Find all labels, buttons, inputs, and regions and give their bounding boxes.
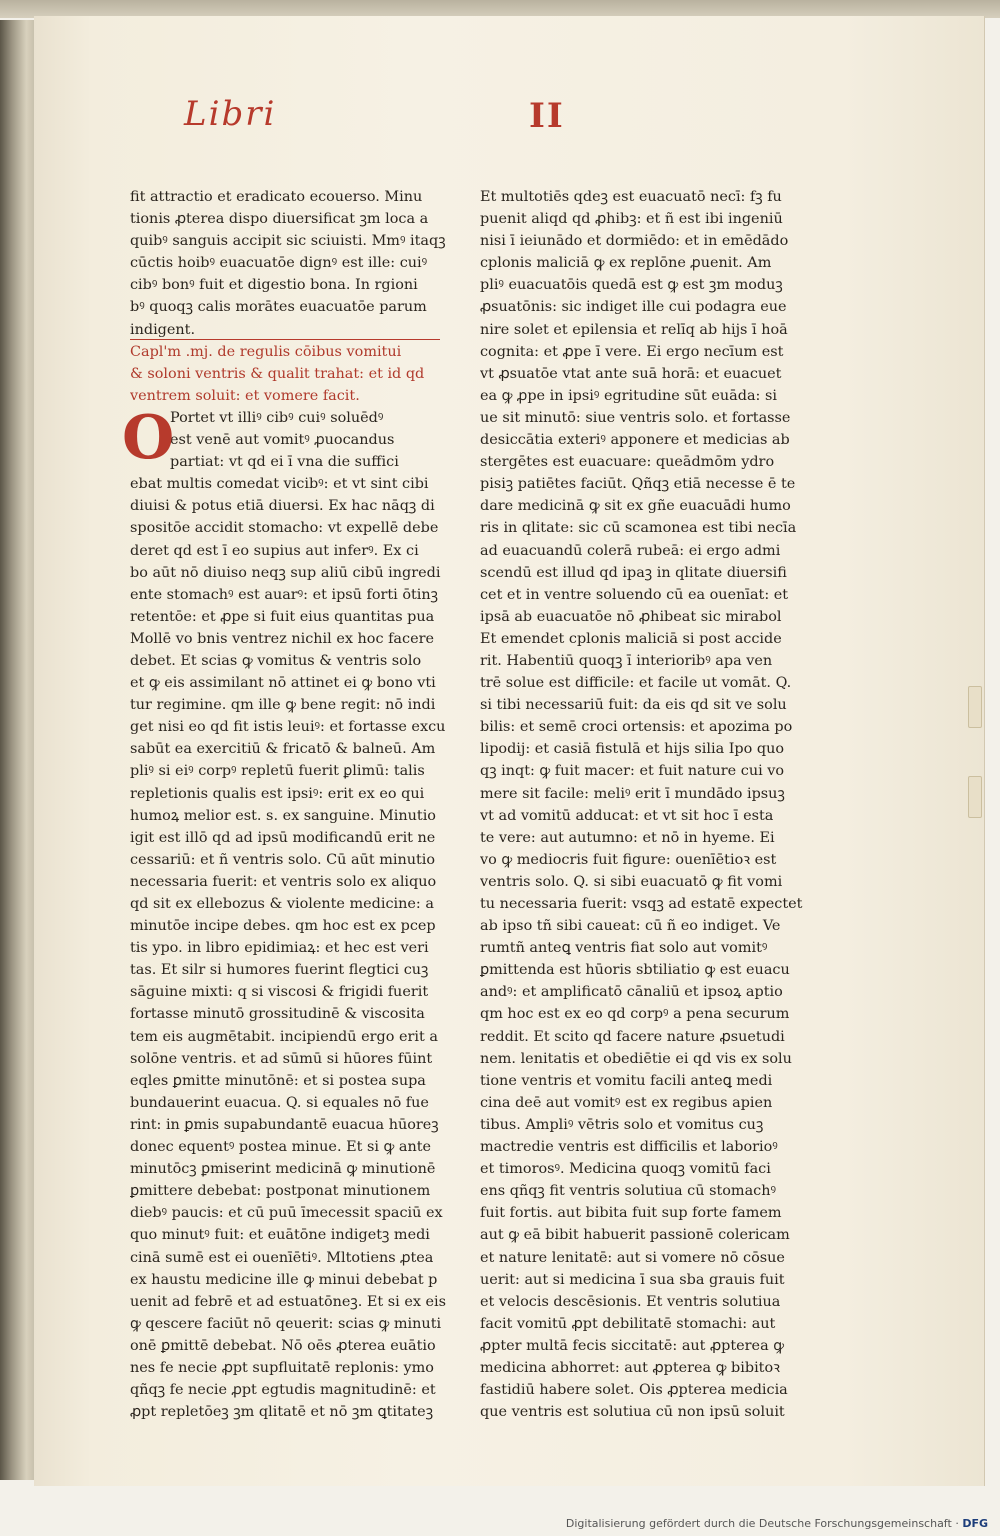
manuscript-page — [34, 16, 985, 1486]
text-line: scendū est illud qd ipaꝫ in qlitate diuersifi — [480, 564, 787, 581]
text-line: tione ventris et vomitu facili anteꝗ medi — [480, 1072, 773, 1089]
text-line: facit vomitū ꝓpt debilitatē stomachi: aut — [480, 1315, 776, 1332]
text-line: ꝑmittenda est hūoris sbtiliatio ꝙ est euacu — [480, 962, 790, 979]
text-line: cet et in ventre soluendo cū ea ouenīat: et — [480, 586, 789, 603]
text-line: necessaria fuerit: et ventris solo ex aliquo — [130, 873, 437, 890]
text-line: rumtñ anteꝗ ventris fiat solo aut vomitꝰ — [480, 940, 768, 957]
text-line: ventris solo. Q. si sibi euacuatō ꝙ fit vomi — [480, 873, 783, 890]
text-line: ea ꝙ ꝓpe in ipsiꝰ egritudine sūt euāda: si — [480, 387, 777, 404]
text-line: tu necessaria fuerit: vsqꝫ ad estatē expectet — [480, 896, 803, 912]
text-line: et ꝙ eis assimilant nō attinet ei ꝙ bono vti — [130, 675, 436, 692]
text-line: ad euacuandū colerā rubeā: ei ergo admi — [480, 542, 781, 559]
text-line: puenit aliqd qd ꝓhibꝫ: et ñ est ibi ingeniū — [480, 211, 783, 228]
text-line: rit. Habentiū quoqꝫ ī interioribꝰ apa ven — [480, 652, 773, 669]
text-line: cessariū: et ñ ventris solo. Cū aūt minutio — [130, 851, 436, 868]
text-line: Mollē vo bnis ventrez nichil ex hoc facere — [130, 630, 434, 647]
credit-text: Digitalisierung gefördert durch die Deutsche Forschungsgemeinschaft — [565, 1517, 952, 1530]
text-line: uerit: aut si medicina ī sua sba grauis fuit — [480, 1271, 785, 1288]
text-line: donec equentꝰ postea minue. Et si ꝙ ante — [130, 1139, 432, 1156]
folio-numeral: II — [529, 96, 565, 136]
text-line: igit est illō qd ad ipsū modificandū erit ne — [130, 829, 436, 846]
text-line: vt ad vomitū adducat: et vt sit hoc ī esta — [480, 807, 774, 824]
text-line: que ventris est solutiua cū non ipsū soluit — [480, 1404, 785, 1421]
text-line: nes fe necie ꝓpt supfluitatē replonis: ymo — [130, 1359, 434, 1376]
text-line: desiccātia exteriꝰ apponere et medicias ab — [480, 432, 790, 449]
text-line: bꝰ quoqꝫ calis morātes euacuatōe parum — [130, 299, 427, 316]
text-line: pisiꝫ patiētes faciūt. Qñqꝫ etiā necesse ē te — [480, 476, 796, 493]
text-line: partiat: vt qd ei ī vna die suffici — [170, 454, 399, 471]
text-line: diebꝰ paucis: et cū puū īmecessit spaciū ex — [130, 1205, 443, 1222]
text-line: nem. lenitatis et obediētie ei qd vis ex solu — [480, 1050, 792, 1067]
text-line: trē solue est difficile: et facile ut vomāt. Q. — [480, 675, 792, 692]
text-line: ab ipso tñ sibi caueat: cū ñ eo indiget. Ve — [480, 918, 781, 935]
text-line: eqles ꝑmitte minutōnē: et si postea supa — [130, 1072, 426, 1089]
digitization-credit: Digitalisierung gefördert durch die Deutsche Forschungsgemeinschaft · DFG — [565, 1517, 988, 1530]
text-line: reddit. Et scito qd facere nature ꝓsuetudi — [480, 1028, 785, 1045]
text-line: aut ꝙ eā bibit habuerit passionē colericam — [480, 1227, 790, 1244]
dfg-logo: DFG — [962, 1517, 988, 1530]
text-line: fit attractio et eradicato ecouerso. Minu — [130, 189, 423, 205]
text-line: te vere: aut autumno: et nō in hyeme. Ei — [480, 829, 775, 846]
text-line: et nature lenitatē: aut si vomere nō cōsue — [480, 1249, 785, 1266]
decorated-initial: O — [122, 403, 175, 473]
text-line: mactredie ventris est difficilis et laborioꝰ — [480, 1139, 778, 1156]
text-line: bundauerint euacua. Q. si equales nō fue — [130, 1094, 429, 1111]
text-line: tem eis augmētabit. incipiendū ergo erit a — [130, 1028, 438, 1045]
text-line: uenit ad febrē et ad estuatōneꝫ. Et si ex eis — [130, 1293, 447, 1310]
text-line: est venē aut vomitꝰ ꝓuocandus — [170, 432, 395, 449]
text-line: et timorosꝰ. Medicina quoqꝫ vomitū faci — [480, 1161, 771, 1178]
page-tab-marker — [968, 776, 982, 818]
text-line: ens qñqꝫ fit ventris solutiua cū stomachꝰ — [480, 1183, 776, 1200]
text-line: ipsā ab euacuatōe nō ꝓhibeat sic mirabol — [480, 608, 782, 625]
text-line: diuisi & potus etiā diuersi. Ex hac nāqꝫ di — [130, 498, 435, 515]
text-line: bilis: et semē croci ortensis: et apozima po — [480, 719, 793, 736]
text-line: minutōcꝫ ꝑmiserint medicinā ꝙ minutionē — [130, 1161, 436, 1178]
text-line: quibꝰ sanguis accipit sic sciuisti. Mmꝰ itaqꝫ — [130, 233, 446, 250]
text-line: vt ꝓsuatōe vtat ante suā horā: et euacuet — [480, 365, 782, 382]
text-line: qm hoc est ex eo qd corpꝰ a pena securum — [480, 1006, 790, 1023]
text-line: repletionis qualis est ipsiꝰ: erit ex eo qui — [130, 785, 425, 802]
text-line: cina deē aut vomitꝰ est ex regibus apien — [480, 1094, 773, 1111]
text-line: cibꝰ bonꝰ fuit et digestio bona. In rgioni — [130, 277, 418, 294]
right-text-column — [480, 186, 808, 1423]
text-line: & soloni ventris & qualit trahat: et id qd — [130, 365, 425, 382]
text-line: qꝫ inqt: ꝙ fuit macer: et fuit nature cui vo — [480, 763, 785, 780]
text-line: tas. Et silr si humores fuerint flegtici cuꝫ — [130, 962, 429, 979]
text-line: deret qd est ī eo supius aut inferꝰ. Ex ci — [130, 542, 419, 559]
text-line: ꝑmittere debebat: postponat minutionem — [130, 1183, 431, 1200]
text-line: lipodij: et casiā fistulā et hijs silia Ipo quo — [480, 741, 785, 758]
text-line: get nisi eo qd fit istis leuiꝰ: et fortasse excu — [130, 719, 446, 736]
text-line: fuit fortis. aut bibita fuit sup forte famem — [480, 1205, 782, 1222]
text-line: fortasse minutō grossitudinē & viscosita — [130, 1006, 425, 1023]
text-line: Et multotiēs qdeꝫ est euacuatō necī: fꝫ fu — [480, 189, 782, 205]
text-line: indigent. — [130, 321, 196, 338]
text-line: ebat multis comedat vicibꝰ: et vt sint cibi — [130, 476, 429, 493]
text-line: ꝙ qescere faciūt nō qeuerit: scias ꝙ minuti — [130, 1315, 442, 1332]
text-line: nire solet et epilensia et relīq ab hijs ī hoā — [480, 321, 788, 338]
text-line: si tibi necessariū fuit: da eis qd sit ve solu — [480, 697, 787, 714]
text-line: stergētes est euacuare: queādmōm ydro — [480, 454, 775, 471]
text-line: tionis ꝓterea dispo diuersificat ꝫm loca a — [130, 211, 429, 228]
text-line: tibus. Ampliꝰ vētris solo et vomitus cuꝫ — [480, 1116, 764, 1133]
text-line: cinā sumē est ei ouenīētiꝰ. Mltotiens ꝓtea — [130, 1249, 434, 1266]
text-line: qd sit ex ellebozus & violente medicine: a — [130, 896, 434, 912]
text-line: cognita: et ꝓpe ī vere. Ei ergo necīum est — [480, 343, 784, 360]
text-line: Capl'm .mj. de regulis cōibus vomitui — [130, 343, 402, 360]
text-line: sāguine mixti: q si viscosi & frigidi fuerit — [130, 984, 429, 1001]
text-line: sabūt ea exercitiū & fricatō & balneū. Am — [130, 741, 436, 758]
text-line: ꝓsuatōnis: sic indiget ille cui podagra eue — [480, 299, 787, 316]
text-line: Et emendet cplonis maliciā si post accide — [480, 630, 782, 647]
text-line: humoꝝ melior est. s. ex sanguine. Minutio — [130, 807, 436, 824]
text-line: medicina abhorret: aut ꝓpterea ꝙ bibitoꝛ — [480, 1359, 780, 1376]
text-line: onē ꝑmittē debebat. Nō oēs ꝓterea euātio — [130, 1337, 436, 1354]
running-head: Libri — [184, 94, 277, 134]
text-line: ꝓpt repletōeꝫ ꝫm qlitatē et nō ꝫm ꝗtitateꝫ — [130, 1404, 434, 1421]
text-line: vo ꝙ mediocris fuit figure: ouenīētioꝛ est — [480, 851, 777, 868]
text-line: rint: in ꝑmis supabundantē euacua hūoreꝫ — [130, 1116, 439, 1133]
text-line: spositōe accidit stomacho: vt expellē debe — [130, 520, 439, 537]
text-line: mere sit facile: meliꝰ erit ī mundādo ipsuꝫ — [480, 785, 785, 802]
text-line: tur regimine. qm ille ꝙ bene regit: nō indi — [130, 697, 436, 714]
text-line: ꝓpter multā fecis siccitatē: aut ꝓpterea ꝙ — [480, 1337, 785, 1354]
text-line: quo minutꝰ fuit: et euātōne indigetꝫ medi — [130, 1227, 430, 1244]
text-line: qñqꝫ fe necie ꝓpt egtudis magnitudinē: et — [130, 1382, 436, 1399]
text-line: et velocis descēsionis. Et ventris solutiua — [480, 1293, 781, 1310]
text-line: fastidiū habere solet. Ois ꝓpterea medicia — [480, 1382, 788, 1399]
text-line: retentōe: et ꝓpe si fuit eius quantitas pua — [130, 608, 435, 625]
text-line: andꝰ: et amplificatō cānaliū et ipsoꝝ aptio — [480, 984, 783, 1001]
text-line: pliꝰ si eiꝰ corpꝰ repletū fuerit ꝑlimū: talis — [130, 763, 425, 780]
text-line: cūctis hoibꝰ euacuatōe dignꝰ est ille: cuiꝰ — [130, 255, 428, 272]
text-line: ente stomachꝰ est auarꝰ: et ipsū forti ōtinꝫ — [130, 586, 439, 603]
text-line: minutōe incipe debes. qm hoc est ex pcep — [130, 918, 436, 935]
text-line: ue sit minutō: siue ventris solo. et fortasse — [480, 409, 791, 426]
text-line: cplonis maliciā ꝙ ex replōne ꝓuenit. Am — [480, 255, 772, 272]
text-line: nisi ī ieiunādo et dormiēdo: et in emēdādo — [480, 233, 789, 250]
text-line: ventrem soluit: et vomere facit. — [130, 387, 360, 404]
text-line: bo aūt nō diuiso neqꝫ sup aliū cibū ingredi — [130, 564, 441, 581]
text-line: dare medicinā ꝙ sit ex gñe euacuādi humo — [480, 498, 791, 515]
text-line: solōne ventris. et ad sūmū si hūores fūint — [130, 1050, 433, 1067]
text-line: debet. Et scias ꝙ vomitus & ventris solo — [130, 652, 422, 669]
text-line: ris in qlitate: sic cū scamonea est tibi necīa — [480, 520, 797, 537]
left-text-column — [122, 186, 452, 1423]
text-line: pliꝰ euacuatōis quedā est ꝙ est ꝫm moduꝫ — [480, 277, 783, 294]
text-line: tis ypo. in libro epidimiaꝝ: et hec est veri — [130, 940, 429, 957]
chapter-heading-rule — [130, 339, 440, 340]
text-line: Portet vt illiꝰ cibꝰ cuiꝰ soluēdꝰ — [170, 409, 384, 426]
page-tab-marker — [968, 686, 982, 728]
text-line: ex haustu medicine ille ꝙ minui debebat p — [130, 1271, 438, 1288]
